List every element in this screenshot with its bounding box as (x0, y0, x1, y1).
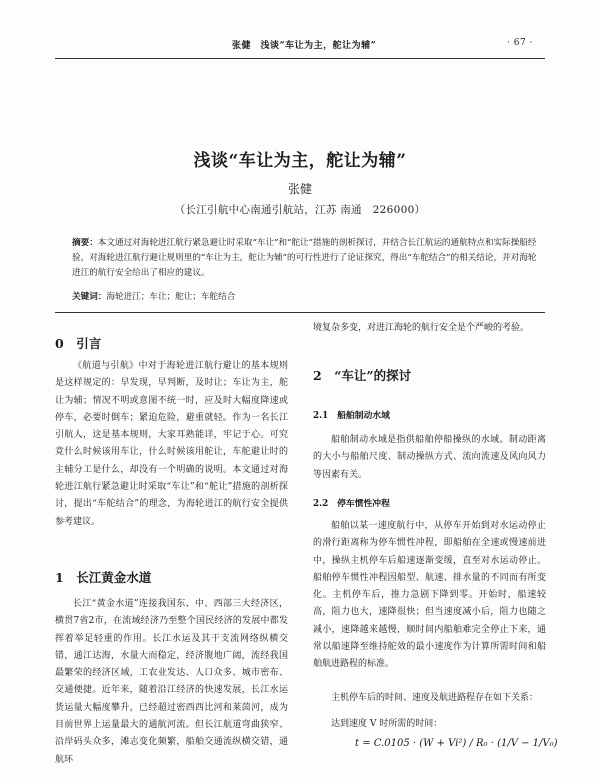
abstract-rule (55, 312, 545, 313)
keywords-text: 海轮进江；车让；舵让；车舵结合 (106, 292, 236, 302)
section-2-2-paragraph-2: 主机停车后的时间、速度及航进路程存在如下关系： (331, 693, 539, 703)
section-2-2-paragraph: 船舶以某一速度航行中，从停车开始到对水运动停止的滑行距离称为停车惯性冲程，即船舶在全速或慢速前进中，操纵主机停车后船速逐渐变缓，直至对水运动停止。船舶停车惯性冲程因船型、航速、排水量的不同而有所变化。主机停车后，推力急剧下降到零。开始时，船速较高，阻力也大，速降很快；但当速度减小后，阻力也随之减小，速降越来越慢，顺时间内船舶难完全停止下来，通常以船速降至维持舵效的最小速度作为计算所需时间和船舶航进路程的标准。 (313, 521, 546, 670)
section-2-1-paragraph: 船舶制动水域是指供船舶停船操纵的水域。制动距离的大小与船舶尺度、制动操纵方式、流向流速及风向风力等因素有关。 (313, 435, 546, 480)
abstract-text: 本文通过对海轮进江航行紧急避让时采取“车让”和“舵让”措施的剖析探讨，并结合长江航运的通航特点和实际操船经验，对海轮进江航行避让规则里的“车让为主，舵让为辅”的可行性进行了论证探究，得出“车舵结合”的相关结论，并对海轮进江的航行安全给出了相应的建议。 (72, 238, 537, 278)
section-0-heading: 0 引言 (55, 336, 102, 351)
section-2-2-heading: 2.2 停车惯性冲程 (313, 499, 390, 509)
section-0-paragraph: 《航道与引航》中对于海轮进江航行避让的基本规则是这样规定的：早发现，早判断，及时让；车让为主，舵让为辅；情况不明或意图不统一时，应及时大幅度降速或停车，必要时倒车；紧迫危险，避重就轻。作为一名长江引航人，这是基本规则，大家耳熟能详，牢记于心。可究竟什么时候该用车让，什么时候该用舵让，车舵避让时的主辅分工是什么，却没有一个明确的说明。本文通过对海轮进江航行紧急避让时采取“车让”和“舵让”措施的剖析探讨，提出“车舵结合”的理念，为海轮进江的航行安全提供参考建议。 (55, 361, 288, 527)
section-1-heading: 1 长江黄金水道 (55, 570, 152, 585)
section-1-continuation: 境复杂多变，对进江海轮的航行安全是个严峻的考验。 (313, 323, 530, 333)
section-2-heading: 2 “车让”的探讨 (313, 368, 412, 383)
section-1-paragraph: 长江“黄金水道”连接我国东、中、西部三大经济区，横贯7省2市，在流域经济乃至整个国民经济的发展中都发挥着举足轻重的作用。长江水运及其干支流网络纵横交错，通江达海，水量大而稳定，经济腹地广阔，流经我国最繁荣的经济区域，工农业发达、人口众多、城市密布、交通便捷。近年来，随着沿江经济的快速发展，长江水运货运量大幅度攀升，已经超过密西西比河和莱茵河，成为目前世界上运量最大的通航河流。但长江航道弯曲狭窄、沿岸码头众多，滩志变化频繁，船舶交通流纵横交错，通航环 (55, 599, 288, 765)
header-rule (55, 58, 545, 59)
affiliation: （长江引航中心南通引航站，江苏 南通 226000） (174, 204, 426, 216)
keywords-label: 关键词： (72, 292, 107, 302)
formula: t = C.0105 · (W + Vi²) / R₀ · (1/V − 1/V₀) (355, 738, 558, 749)
abstract (72, 236, 544, 281)
running-head-title: 张健 浅谈“车让为主，舵让为辅” (232, 41, 377, 51)
formula-intro: 达到速度 V 时所需的时间： (331, 719, 443, 729)
running-head (0, 38, 600, 54)
page-number: · 67 · (507, 38, 533, 48)
keywords (72, 290, 235, 302)
author: 张健 (287, 182, 312, 196)
article-title: 浅谈“车让为主，舵让为辅” (193, 151, 407, 171)
abstract-label: 摘要： (72, 238, 98, 248)
section-2-1-heading: 2.1 船舶制动水域 (313, 411, 390, 421)
